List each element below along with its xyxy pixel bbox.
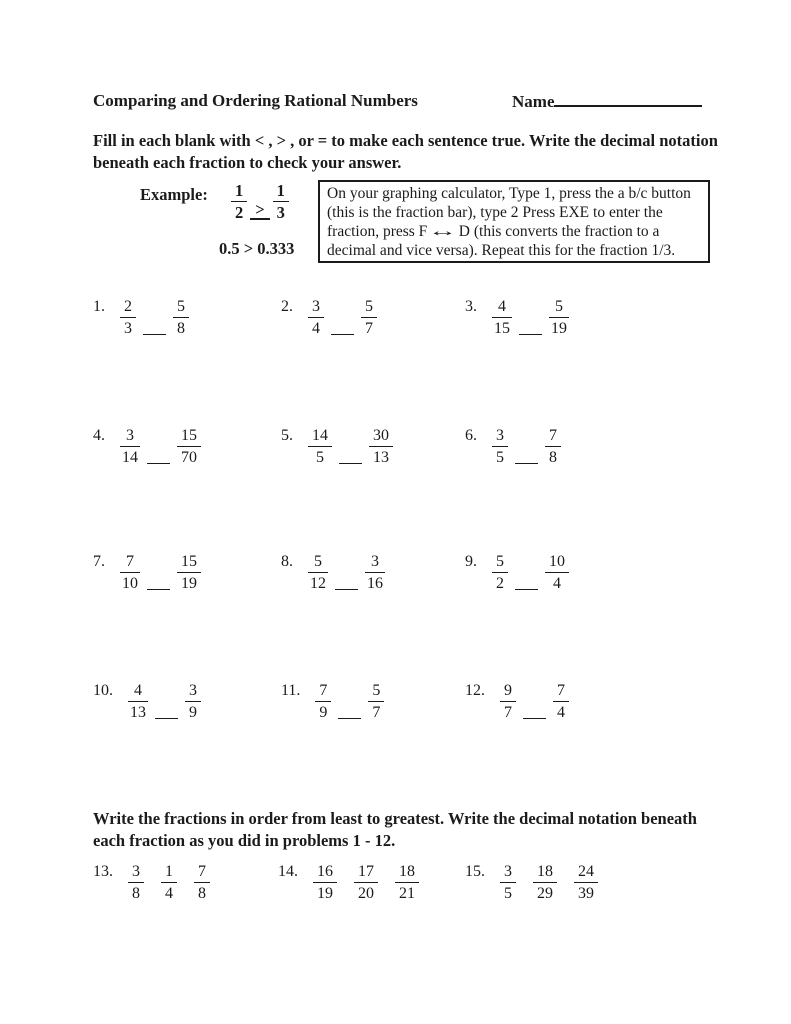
numerator: 5 — [308, 553, 328, 573]
fraction — [315, 682, 331, 721]
calc-box-line-1: On your graphing calculator, Type 1, press the a b/c button — [327, 185, 691, 202]
fraction — [500, 682, 516, 721]
fraction — [128, 863, 144, 902]
name-blank-line — [554, 91, 702, 107]
instructions-compare — [93, 130, 763, 174]
fraction — [492, 553, 508, 592]
fraction — [354, 863, 378, 902]
problem-item — [465, 553, 569, 592]
denominator: 21 — [399, 885, 415, 902]
denominator: 5 — [496, 449, 504, 466]
ordering-instructions-line-2: each fraction as you did in problems 1 - 12. — [93, 831, 396, 850]
problem-item — [281, 427, 393, 466]
numerator: 7 — [315, 682, 331, 702]
fraction — [365, 553, 385, 592]
numerator: 3 — [500, 863, 516, 883]
denominator: 12 — [310, 575, 326, 592]
numerator: 10 — [545, 553, 569, 573]
problem-number: 7. — [93, 553, 105, 570]
comparison-blank — [147, 462, 170, 464]
numerator: 14 — [308, 427, 332, 447]
problem-number: 15. — [465, 863, 485, 880]
numerator: 18 — [533, 863, 557, 883]
numerator: 3 — [365, 553, 385, 573]
numerator: 3 — [185, 682, 201, 702]
problem-number: 5. — [281, 427, 293, 444]
numerator: 5 — [173, 298, 189, 318]
denominator: 39 — [578, 885, 594, 902]
denominator: 7 — [365, 320, 373, 337]
numerator: 7 — [120, 553, 140, 573]
comparison-blank — [338, 717, 361, 719]
numerator: 16 — [313, 863, 337, 883]
denominator: 20 — [358, 885, 374, 902]
fraction — [545, 427, 561, 466]
problem-item — [281, 298, 377, 337]
problem-number: 1. — [93, 298, 105, 315]
fraction — [231, 182, 247, 221]
denominator: 19 — [551, 320, 567, 337]
numerator: 1 — [273, 182, 289, 202]
calc-box-line-3-pre: fraction, press F — [327, 223, 428, 240]
fraction — [368, 682, 384, 721]
denominator: 3 — [276, 203, 285, 222]
problem-number: 4. — [93, 427, 105, 444]
fraction — [492, 298, 512, 337]
instructions-ordering — [93, 808, 763, 852]
denominator: 7 — [372, 704, 381, 721]
numerator: 5 — [368, 682, 384, 702]
fraction — [313, 863, 337, 902]
fraction — [500, 863, 516, 902]
numerator: 24 — [574, 863, 598, 883]
denominator: 8 — [177, 320, 185, 337]
fraction — [120, 427, 140, 466]
denominator: 2 — [235, 203, 244, 222]
fraction — [194, 863, 210, 902]
denominator: 4 — [312, 320, 320, 337]
denominator: 15 — [494, 320, 510, 337]
denominator: 4 — [553, 575, 561, 592]
page-title: Comparing and Ordering Rational Numbers — [93, 91, 418, 110]
numerator: 30 — [369, 427, 393, 447]
numerator: 9 — [500, 682, 516, 702]
problem-number: 10. — [93, 682, 113, 699]
example-label: Example: — [140, 185, 208, 204]
problem-item — [465, 427, 561, 466]
numerator: 15 — [177, 427, 201, 447]
fraction — [120, 553, 140, 592]
denominator: 9 — [189, 704, 197, 721]
comparison-blank — [519, 333, 542, 335]
problem-item — [281, 682, 384, 721]
denominator: 19 — [181, 575, 197, 592]
numerator: 1 — [231, 182, 247, 202]
numerator: 3 — [492, 427, 508, 447]
comparison-blank — [155, 717, 178, 719]
denominator: 13 — [373, 449, 389, 466]
name-label: Name — [512, 92, 555, 111]
numerator: 7 — [194, 863, 210, 883]
problem-item — [93, 682, 201, 721]
ordering-problem-item — [465, 863, 615, 902]
problem-number: 14. — [278, 863, 298, 880]
fraction — [308, 553, 328, 592]
numerator: 5 — [361, 298, 377, 318]
numerator: 4 — [128, 682, 148, 702]
problem-item — [465, 682, 569, 721]
problem-number: 2. — [281, 298, 293, 315]
numerator: 5 — [492, 553, 508, 573]
problem-number: 12. — [465, 682, 485, 699]
problem-item — [93, 427, 201, 466]
name-field — [512, 91, 702, 112]
fraction — [574, 863, 598, 902]
denominator: 9 — [319, 704, 328, 721]
problem-item — [93, 298, 189, 337]
problem-number: 11. — [281, 682, 301, 699]
comparison-blank — [335, 588, 358, 590]
comparison-blank — [143, 333, 166, 335]
denominator: 70 — [181, 449, 197, 466]
fraction — [361, 298, 377, 337]
fraction — [185, 682, 201, 721]
ordering-problem-item — [278, 863, 436, 902]
denominator: 19 — [317, 885, 333, 902]
double-arrow-icon: ↔ — [428, 223, 458, 240]
comparison-blank — [339, 462, 362, 464]
problem-number: 8. — [281, 553, 293, 570]
instructions-line-2: beneath each fraction to check your answer. — [93, 153, 402, 172]
instructions-line-1: Fill in each blank with < , > , or = to make each sentence true. Write the decimal notation — [93, 131, 718, 150]
numerator: 3 — [308, 298, 324, 318]
ordering-instructions-line-1: Write the fractions in order from least to greatest. Write the decimal notation beneath — [93, 809, 697, 828]
fraction — [173, 298, 189, 337]
numerator: 3 — [128, 863, 144, 883]
denominator: 4 — [557, 704, 565, 721]
denominator: 10 — [122, 575, 138, 592]
comparison-blank — [515, 588, 538, 590]
comparison-blank — [523, 717, 546, 719]
comparison-blank — [515, 462, 538, 464]
numerator: 7 — [553, 682, 569, 702]
fraction — [545, 553, 569, 592]
numerator: 5 — [549, 298, 569, 318]
denominator: 4 — [165, 885, 173, 902]
calc-box-line-3 — [327, 222, 704, 241]
problem-number: 13. — [93, 863, 113, 880]
problem-number: 3. — [465, 298, 477, 315]
fraction — [395, 863, 419, 902]
numerator: 3 — [120, 427, 140, 447]
fraction — [177, 427, 201, 466]
calc-box-line-3-post: D (this converts the fraction to a — [458, 223, 660, 240]
numerator: 18 — [395, 863, 419, 883]
fraction — [369, 427, 393, 466]
problem-number: 9. — [465, 553, 477, 570]
example-decimal-check: 0.5 > 0.333 — [219, 239, 295, 258]
problem-item — [93, 553, 201, 592]
denominator: 16 — [367, 575, 383, 592]
fraction — [308, 427, 332, 466]
numerator: 2 — [120, 298, 136, 318]
fraction — [553, 682, 569, 721]
denominator: 13 — [130, 704, 146, 721]
fraction — [128, 682, 148, 721]
denominator: 14 — [122, 449, 138, 466]
fraction — [549, 298, 569, 337]
example-comparison — [231, 182, 289, 221]
calculator-instructions-box — [318, 180, 710, 263]
fraction — [308, 298, 324, 337]
denominator: 8 — [132, 885, 140, 902]
fraction — [492, 427, 508, 466]
denominator: 5 — [316, 449, 324, 466]
denominator: 8 — [198, 885, 206, 902]
denominator: 2 — [496, 575, 504, 592]
calc-box-line-2: (this is the fraction bar), type 2 Press EXE to enter the — [327, 204, 663, 221]
example-comparison-answer: > — [250, 201, 269, 220]
denominator: 3 — [124, 320, 132, 337]
fraction — [177, 553, 201, 592]
comparison-blank — [147, 588, 170, 590]
fraction — [120, 298, 136, 337]
problem-number: 6. — [465, 427, 477, 444]
fraction — [533, 863, 557, 902]
denominator: 29 — [537, 885, 553, 902]
fraction — [161, 863, 177, 902]
denominator: 7 — [504, 704, 512, 721]
numerator: 17 — [354, 863, 378, 883]
numerator: 4 — [492, 298, 512, 318]
problem-item — [281, 553, 385, 592]
numerator: 7 — [545, 427, 561, 447]
ordering-problem-item — [93, 863, 227, 902]
denominator: 5 — [504, 885, 512, 902]
comparison-blank — [331, 333, 354, 335]
numerator: 15 — [177, 553, 201, 573]
numerator: 1 — [161, 863, 177, 883]
fraction — [273, 182, 289, 221]
calc-box-line-4: decimal and vice versa). Repeat this for the fraction 1/3. — [327, 242, 676, 259]
problem-item — [465, 298, 569, 337]
denominator: 8 — [549, 449, 557, 466]
